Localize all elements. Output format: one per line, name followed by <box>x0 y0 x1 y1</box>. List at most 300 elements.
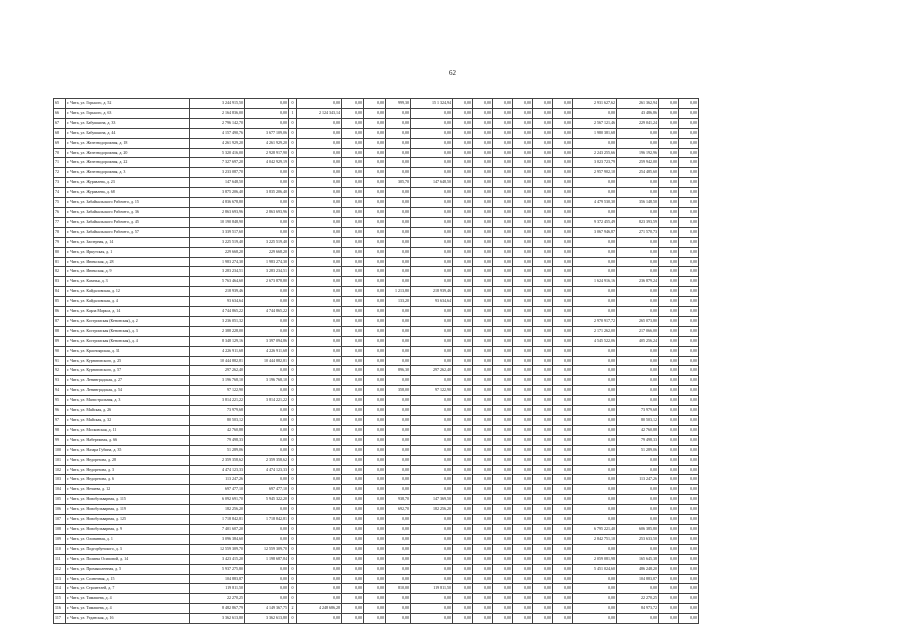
address-cell: г. Чита, ул. Казачья, д. 3 <box>66 277 190 287</box>
value-cell: 0,00 <box>473 366 493 376</box>
value-cell: 0,00 <box>679 138 699 148</box>
value-cell: 3 196 768,10 <box>245 376 289 386</box>
value-cell: 0,00 <box>453 485 473 495</box>
value-cell: 0,00 <box>297 495 342 505</box>
value-cell: 0,00 <box>473 336 493 346</box>
value-cell: 0,00 <box>473 574 493 584</box>
value-cell: 0,00 <box>386 247 411 257</box>
value-cell: 0,00 <box>617 376 659 386</box>
value-cell: 0,00 <box>297 336 342 346</box>
value-cell: 0,00 <box>659 396 679 406</box>
address-cell: г. Чита, ул. Железнодорожная, д. 22 <box>66 158 190 168</box>
value-cell: 0,00 <box>342 544 364 554</box>
value-cell: 0,00 <box>245 524 289 534</box>
value-cell: 0,00 <box>493 386 513 396</box>
value-cell: 0,00 <box>245 287 289 297</box>
value-cell: 0,00 <box>297 455 342 465</box>
value-cell: 1 983 274,30 <box>190 257 245 267</box>
value-cell: 2 863 693,96 <box>190 207 245 217</box>
value-cell: 0,00 <box>297 386 342 396</box>
value-cell: 0 <box>289 386 297 396</box>
address-cell: г. Чита, ул. Заозерная, д. 14 <box>66 237 190 247</box>
value-cell: 0,00 <box>513 495 533 505</box>
address-cell: г. Чита, ул. Бабушкина, д. 44 <box>66 128 190 138</box>
value-cell: 0,00 <box>342 168 364 178</box>
table-row <box>54 445 699 455</box>
value-cell: 10 444 882,81 <box>190 356 245 366</box>
value-cell: 0,00 <box>364 267 386 277</box>
value-cell: 0,00 <box>679 376 699 386</box>
row-index-cell: 79 <box>54 237 66 247</box>
value-cell: 0,00 <box>493 168 513 178</box>
value-cell: 0,00 <box>679 227 699 237</box>
address-cell: г. Чита, ул. Горького, д. 52 <box>66 99 190 109</box>
address-cell: г. Чита, ул. Журавлева, д. 23 <box>66 178 190 188</box>
value-cell: 0,00 <box>364 356 386 366</box>
value-cell: 0,00 <box>573 485 617 495</box>
value-cell: 6 795 221,40 <box>573 524 617 534</box>
value-cell: 297 262,40 <box>411 366 453 376</box>
value-cell: 0,00 <box>659 336 679 346</box>
value-cell: 0 <box>289 168 297 178</box>
value-cell: 0 <box>289 465 297 475</box>
value-cell: 0,00 <box>453 376 473 386</box>
value-cell: 0,00 <box>493 594 513 604</box>
address-cell: г. Чита, ул. Подгорбунского, д. 3 <box>66 544 190 554</box>
value-cell: 229 041,24 <box>617 118 659 128</box>
value-cell: 3 196 768,10 <box>190 376 245 386</box>
value-cell: 0,00 <box>533 386 553 396</box>
value-cell: 0,00 <box>411 247 453 257</box>
value-cell: 0,00 <box>679 247 699 257</box>
table-row <box>54 505 699 515</box>
value-cell: 0,00 <box>513 108 533 118</box>
row-index-cell: 111 <box>54 554 66 564</box>
value-cell: 2 567 121,46 <box>573 118 617 128</box>
value-cell: 0,00 <box>573 307 617 317</box>
value-cell: 119 811,50 <box>190 584 245 594</box>
value-cell: 0,00 <box>493 148 513 158</box>
value-cell: 0,00 <box>342 534 364 544</box>
value-cell: 0,00 <box>411 277 453 287</box>
value-cell: 0,00 <box>386 138 411 148</box>
row-index-cell: 78 <box>54 227 66 237</box>
value-cell: 0,00 <box>453 604 473 614</box>
value-cell: 0,00 <box>553 574 573 584</box>
value-cell: 229 668,20 <box>245 247 289 257</box>
address-cell: г. Чита, ул. Новобульварная, д. 119 <box>66 505 190 515</box>
value-cell: 0,00 <box>297 227 342 237</box>
row-index-cell: 65 <box>54 99 66 109</box>
value-cell: 0,00 <box>553 416 573 426</box>
row-index-cell: 91 <box>54 356 66 366</box>
value-cell: 0,00 <box>533 138 553 148</box>
value-cell: 0,00 <box>453 178 473 188</box>
value-cell: 42 760,88 <box>190 425 245 435</box>
value-cell: 0,00 <box>513 465 533 475</box>
value-cell: 0,00 <box>453 108 473 118</box>
value-cell: 0,00 <box>617 287 659 297</box>
value-cell: 0,00 <box>573 178 617 188</box>
value-cell: 0,00 <box>573 604 617 614</box>
value-cell: 2 164 836,00 <box>190 108 245 118</box>
value-cell: 0,00 <box>342 336 364 346</box>
value-cell: 0,00 <box>533 297 553 307</box>
value-cell: 0,00 <box>364 326 386 336</box>
value-cell: 2 243 255,66 <box>573 148 617 158</box>
address-cell: г. Чита, ул. Горького, д. 63 <box>66 108 190 118</box>
value-cell: 0 <box>289 515 297 525</box>
value-cell: 0,00 <box>553 307 573 317</box>
value-cell: 12 559 309,70 <box>190 544 245 554</box>
value-cell: 0,00 <box>342 277 364 287</box>
value-cell: 0,00 <box>513 475 533 485</box>
value-cell: 0,00 <box>513 544 533 554</box>
value-cell: 2 388 228,00 <box>190 326 245 336</box>
value-cell: 0,00 <box>513 148 533 158</box>
value-cell: 80 503,12 <box>190 416 245 426</box>
value-cell: 0 <box>289 158 297 168</box>
address-cell: г. Чита, ул. Кайдаловская, д. 12 <box>66 287 190 297</box>
value-cell: 0,00 <box>453 188 473 198</box>
value-cell: 0,00 <box>513 396 533 406</box>
value-cell: 0,00 <box>411 326 453 336</box>
value-cell: 0,00 <box>411 594 453 604</box>
value-cell: 236 879,24 <box>617 277 659 287</box>
value-cell: 0,00 <box>679 524 699 534</box>
value-cell: 4 157 490,76 <box>190 128 245 138</box>
value-cell: 305,70 <box>386 178 411 188</box>
value-cell: 0,00 <box>297 277 342 287</box>
value-cell: 0,00 <box>364 316 386 326</box>
table-row <box>54 544 699 554</box>
value-cell: 0,00 <box>679 99 699 109</box>
value-cell: 0,00 <box>364 465 386 475</box>
value-cell: 0,00 <box>679 128 699 138</box>
value-cell: 0,00 <box>364 247 386 257</box>
address-cell: г. Чита, ул. Июньская, д. 9 <box>66 267 190 277</box>
value-cell: 0,00 <box>553 178 573 188</box>
value-cell: 0,00 <box>617 455 659 465</box>
value-cell: 0,00 <box>411 257 453 267</box>
value-cell: 0,00 <box>364 346 386 356</box>
value-cell: 0,00 <box>342 485 364 495</box>
value-cell: 0,00 <box>473 138 493 148</box>
table-row <box>54 524 699 534</box>
value-cell: 0 <box>289 614 297 624</box>
value-cell: 0,00 <box>679 188 699 198</box>
table-row <box>54 267 699 277</box>
value-cell: 0,00 <box>513 524 533 534</box>
table-row <box>54 108 699 118</box>
value-cell: 486 248,20 <box>617 564 659 574</box>
value-cell: 297 262,40 <box>190 366 245 376</box>
value-cell: 0,00 <box>342 475 364 485</box>
value-cell: 0,00 <box>493 346 513 356</box>
value-cell: 0,00 <box>473 406 493 416</box>
value-cell: 80 503,12 <box>617 416 659 426</box>
value-cell: 0,00 <box>386 237 411 247</box>
value-cell: 0,00 <box>513 455 533 465</box>
row-index-cell: 115 <box>54 594 66 604</box>
value-cell: 0,00 <box>297 118 342 128</box>
value-cell: 5 945 322,20 <box>245 495 289 505</box>
row-index-cell: 72 <box>54 168 66 178</box>
value-cell: 4 744 865,22 <box>245 307 289 317</box>
value-cell: 271 570,73 <box>617 227 659 237</box>
value-cell: 104 883,87 <box>617 574 659 584</box>
row-index-cell: 70 <box>54 148 66 158</box>
value-cell: 0,00 <box>297 515 342 525</box>
value-cell: 0,00 <box>386 554 411 564</box>
value-cell: 0,00 <box>297 257 342 267</box>
value-cell: 0,00 <box>342 455 364 465</box>
value-cell: 0,00 <box>493 515 513 525</box>
value-cell: 823 393,59 <box>617 217 659 227</box>
value-cell: 0,00 <box>659 198 679 208</box>
value-cell: 0,00 <box>342 287 364 297</box>
value-cell: 3 423 415,20 <box>190 554 245 564</box>
value-cell: 0,00 <box>533 346 553 356</box>
value-cell: 0,00 <box>411 554 453 564</box>
value-cell: 0,00 <box>513 257 533 267</box>
address-cell: г. Чита, ул. Бабушкина, д. 33 <box>66 118 190 128</box>
row-index-cell: 90 <box>54 346 66 356</box>
value-cell: 0,00 <box>297 356 342 366</box>
value-cell: 0,00 <box>297 198 342 208</box>
value-cell: 3 225 519,40 <box>245 237 289 247</box>
value-cell: 0 <box>289 128 297 138</box>
value-cell: 0,00 <box>553 425 573 435</box>
value-cell: 0,00 <box>659 138 679 148</box>
value-cell: 0,00 <box>513 554 533 564</box>
value-cell: 0,00 <box>453 505 473 515</box>
value-cell: 0,00 <box>493 524 513 534</box>
value-cell: 0,00 <box>386 207 411 217</box>
value-cell: 0,00 <box>411 614 453 624</box>
value-cell: 0 <box>289 455 297 465</box>
value-cell: 0,00 <box>659 178 679 188</box>
value-cell: 692,70 <box>386 505 411 515</box>
value-cell: 0,00 <box>679 366 699 376</box>
value-cell: 0,00 <box>411 406 453 416</box>
value-cell: 93 634,64 <box>190 297 245 307</box>
value-cell: 0,00 <box>411 455 453 465</box>
value-cell: 0,00 <box>659 247 679 257</box>
value-cell: 0 <box>289 257 297 267</box>
value-cell: 0,00 <box>679 406 699 416</box>
value-cell: 0,00 <box>513 485 533 495</box>
value-cell: 0,00 <box>245 594 289 604</box>
address-cell: г. Чита, ул. Угданская, д. 16 <box>66 614 190 624</box>
value-cell: 0,00 <box>513 198 533 208</box>
value-cell: 0,00 <box>533 307 553 317</box>
value-cell: 0,00 <box>411 485 453 495</box>
value-cell: 0,00 <box>513 515 533 525</box>
value-cell: 0,00 <box>573 544 617 554</box>
value-cell: 0 <box>289 267 297 277</box>
value-cell: 1 983 274,30 <box>245 257 289 267</box>
table-row <box>54 316 699 326</box>
value-cell: 0,00 <box>513 604 533 614</box>
value-cell: 0,00 <box>617 346 659 356</box>
value-cell: 3 244 915,50 <box>190 99 245 109</box>
value-cell: 0,00 <box>364 307 386 317</box>
table-row <box>54 554 699 564</box>
value-cell: 0,00 <box>679 564 699 574</box>
value-cell: 0,00 <box>553 346 573 356</box>
value-cell: 0,00 <box>679 297 699 307</box>
value-cell: 0,00 <box>245 534 289 544</box>
value-cell: 0,00 <box>297 396 342 406</box>
value-cell: 0,00 <box>659 416 679 426</box>
value-cell: 0,00 <box>493 416 513 426</box>
value-cell: 4 149 367,75 <box>245 604 289 614</box>
value-cell: 0,00 <box>513 574 533 584</box>
value-cell: 0,00 <box>513 336 533 346</box>
value-cell: 0,00 <box>297 574 342 584</box>
value-cell: 0,00 <box>513 425 533 435</box>
value-cell: 0,00 <box>297 326 342 336</box>
value-cell: 0,00 <box>364 297 386 307</box>
value-cell: 4 261 929,20 <box>245 138 289 148</box>
value-cell: 0,00 <box>513 316 533 326</box>
value-cell: 0,00 <box>473 554 493 564</box>
value-cell: 0,00 <box>411 267 453 277</box>
value-cell: 0,00 <box>473 108 493 118</box>
value-cell: 0,00 <box>364 435 386 445</box>
value-cell: 0,00 <box>386 425 411 435</box>
value-cell: 0,00 <box>553 604 573 614</box>
value-cell: 0,00 <box>342 574 364 584</box>
value-cell: 0,00 <box>411 534 453 544</box>
value-cell: 104 883,87 <box>190 574 245 584</box>
value-cell: 0,00 <box>386 515 411 525</box>
value-cell: 0,00 <box>473 178 493 188</box>
value-cell: 0,00 <box>679 465 699 475</box>
value-cell: 0,00 <box>245 227 289 237</box>
value-cell: 0,00 <box>493 465 513 475</box>
table-row <box>54 366 699 376</box>
value-cell: 0,00 <box>553 534 573 544</box>
row-index-cell: 71 <box>54 158 66 168</box>
value-cell: 0,00 <box>297 485 342 495</box>
value-cell: 0,00 <box>573 396 617 406</box>
value-cell: 0,00 <box>411 307 453 317</box>
value-cell: 0,00 <box>513 277 533 287</box>
value-cell: 3 875 206,40 <box>190 188 245 198</box>
value-cell: 0,00 <box>493 128 513 138</box>
table-row <box>54 594 699 604</box>
value-cell: 0,00 <box>679 207 699 217</box>
value-cell: 0,00 <box>553 148 573 158</box>
value-cell: 0,00 <box>493 505 513 515</box>
value-cell: 0,00 <box>533 326 553 336</box>
value-cell: 8 482 867,79 <box>190 604 245 614</box>
value-cell: 0,00 <box>573 247 617 257</box>
value-cell: 0,00 <box>659 455 679 465</box>
value-cell: 3 814 221,22 <box>245 396 289 406</box>
value-cell: 0,00 <box>342 188 364 198</box>
value-cell: 0,00 <box>573 386 617 396</box>
data-table <box>53 98 699 624</box>
value-cell: 0 <box>289 435 297 445</box>
row-index-cell: 73 <box>54 178 66 188</box>
value-cell: 0,00 <box>617 485 659 495</box>
row-index-cell: 94 <box>54 386 66 396</box>
value-cell: 0,00 <box>473 495 493 505</box>
value-cell: 0,00 <box>573 138 617 148</box>
value-cell: 0,00 <box>364 178 386 188</box>
value-cell: 0,00 <box>659 386 679 396</box>
value-cell: 0,00 <box>659 227 679 237</box>
value-cell: 7 327 697,20 <box>190 158 245 168</box>
value-cell: 0,00 <box>679 108 699 118</box>
address-cell: г. Чита, ул. Строителей, д. 7 <box>66 584 190 594</box>
value-cell: 0 <box>289 207 297 217</box>
value-cell: 0,00 <box>553 356 573 366</box>
row-index-cell: 104 <box>54 485 66 495</box>
value-cell: 3 023 723,79 <box>573 158 617 168</box>
value-cell: 0,00 <box>245 168 289 178</box>
value-cell: 79 498,33 <box>617 435 659 445</box>
value-cell: 0,00 <box>245 574 289 584</box>
value-cell: 0,00 <box>659 435 679 445</box>
row-index-cell: 100 <box>54 445 66 455</box>
value-cell: 2 171 262,00 <box>573 326 617 336</box>
value-cell: 0,00 <box>553 485 573 495</box>
value-cell: 4 474 123,33 <box>245 465 289 475</box>
value-cell: 0,00 <box>245 475 289 485</box>
value-cell: 0,00 <box>245 386 289 396</box>
value-cell: 0,00 <box>386 108 411 118</box>
table-row <box>54 465 699 475</box>
value-cell: 0,00 <box>473 128 493 138</box>
value-cell: 0,00 <box>533 534 553 544</box>
value-cell: 0,00 <box>553 217 573 227</box>
value-cell: 0,00 <box>513 297 533 307</box>
value-cell: 3 397 094,86 <box>245 336 289 346</box>
value-cell: 0,00 <box>364 604 386 614</box>
value-cell: 0,00 <box>297 346 342 356</box>
value-cell: 3 362 613,80 <box>245 614 289 624</box>
value-cell: 4 226 911,68 <box>245 346 289 356</box>
value-cell: 1 718 842,81 <box>245 515 289 525</box>
row-index-cell: 97 <box>54 416 66 426</box>
value-cell: 0,00 <box>659 376 679 386</box>
value-cell: 0,00 <box>473 614 493 624</box>
value-cell: 0,00 <box>493 118 513 128</box>
value-cell: 0,00 <box>533 257 553 267</box>
value-cell: 3 362 613,80 <box>190 614 245 624</box>
row-index-cell: 112 <box>54 564 66 574</box>
value-cell: 0,00 <box>679 356 699 366</box>
value-cell: 0,00 <box>364 584 386 594</box>
value-cell: 0,00 <box>297 148 342 158</box>
value-cell: 3 225 519,40 <box>190 237 245 247</box>
value-cell: 0,00 <box>533 475 553 485</box>
value-cell: 22 270,25 <box>617 594 659 604</box>
value-cell: 0 <box>289 217 297 227</box>
table-row <box>54 118 699 128</box>
value-cell: 0,00 <box>342 435 364 445</box>
value-cell: 113 247,26 <box>617 475 659 485</box>
value-cell: 4 226 911,68 <box>190 346 245 356</box>
value-cell: 0,00 <box>386 604 411 614</box>
value-cell: 0,00 <box>679 425 699 435</box>
value-cell: 0,00 <box>533 168 553 178</box>
address-cell: г. Чита, ул. Кайдаловская, д. 4 <box>66 297 190 307</box>
